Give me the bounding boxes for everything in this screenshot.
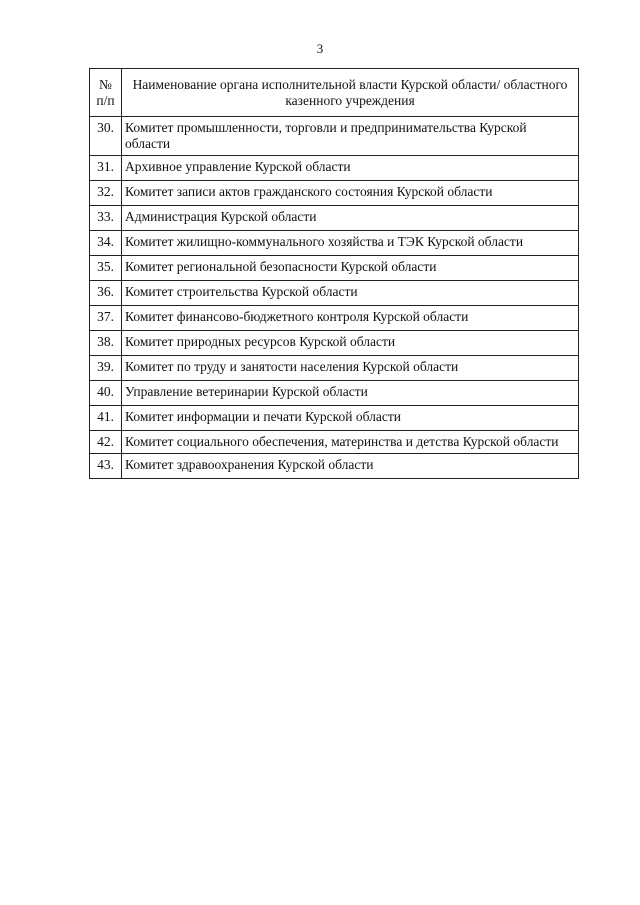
row-name: Комитет информации и печати Курской области xyxy=(122,406,579,431)
row-name: Комитет здравоохранения Курской области xyxy=(122,454,579,479)
row-number: 42. xyxy=(90,431,122,454)
table-row xyxy=(90,406,579,431)
row-name: Комитет социального обеспечения, материнства и детства Курской области xyxy=(122,431,579,454)
table-row xyxy=(90,331,579,356)
row-number: 34. xyxy=(90,231,122,256)
organizations-table xyxy=(89,68,579,479)
row-name: Комитет строительства Курской области xyxy=(122,281,579,306)
row-name: Комитет промышленности, торговли и предпринимательства Курской области xyxy=(122,117,579,156)
row-number: 40. xyxy=(90,381,122,406)
row-number: 31. xyxy=(90,156,122,181)
table-header-row xyxy=(90,69,579,117)
row-name: Управление ветеринарии Курской области xyxy=(122,381,579,406)
table-row xyxy=(90,431,579,454)
table-row xyxy=(90,454,579,479)
row-name: Комитет региональной безопасности Курской области xyxy=(122,256,579,281)
row-number: 30. xyxy=(90,117,122,156)
table-row xyxy=(90,306,579,331)
table-row xyxy=(90,206,579,231)
row-name: Комитет жилищно-коммунального хозяйства и ТЭК Курской области xyxy=(122,231,579,256)
row-name: Архивное управление Курской области xyxy=(122,156,579,181)
row-number: 33. xyxy=(90,206,122,231)
table-row xyxy=(90,231,579,256)
row-number: 39. xyxy=(90,356,122,381)
row-number: 37. xyxy=(90,306,122,331)
table-row xyxy=(90,381,579,406)
row-name: Комитет финансово-бюджетного контроля Курской области xyxy=(122,306,579,331)
row-name: Комитет по труду и занятости населения Курской области xyxy=(122,356,579,381)
row-name: Комитет природных ресурсов Курской области xyxy=(122,331,579,356)
table-row xyxy=(90,156,579,181)
table-row xyxy=(90,117,579,156)
row-number: 43. xyxy=(90,454,122,479)
table-row xyxy=(90,281,579,306)
row-name: Комитет записи актов гражданского состояния Курской области xyxy=(122,181,579,206)
row-number: 38. xyxy=(90,331,122,356)
table-row xyxy=(90,356,579,381)
row-number: 41. xyxy=(90,406,122,431)
header-number: № п/п xyxy=(90,69,122,117)
page-number: 3 xyxy=(316,41,324,56)
table-row xyxy=(90,181,579,206)
row-name: Администрация Курской области xyxy=(122,206,579,231)
row-number: 36. xyxy=(90,281,122,306)
row-number: 35. xyxy=(90,256,122,281)
table-row xyxy=(90,256,579,281)
header-name: Наименование органа исполнительной власти Курской области/ областного казенного учреждения xyxy=(122,69,579,117)
row-number: 32. xyxy=(90,181,122,206)
